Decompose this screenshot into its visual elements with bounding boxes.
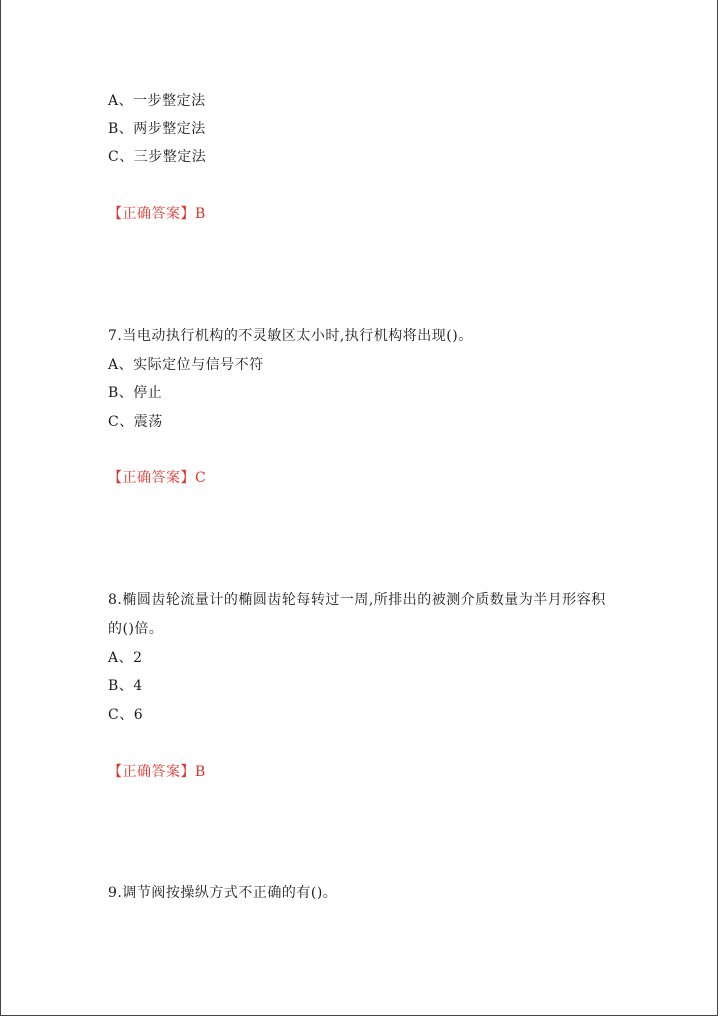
q7-answer: 【正确答案】C [108, 470, 207, 486]
q8-option-a: A、2 [108, 650, 143, 666]
q8-option-c: C、6 [108, 707, 144, 723]
q8-option-b: B、4 [108, 678, 143, 694]
q6-option-c: C、三步整定法 [108, 149, 207, 165]
q7-option-c: C、震荡 [108, 414, 163, 430]
q8-question-line2: 的()倍。 [108, 621, 164, 637]
q7-option-a: A、实际定位与信号不符 [108, 357, 264, 373]
q8-answer: 【正确答案】B [108, 764, 206, 780]
q7-option-b: B、停止 [108, 385, 163, 401]
q6-option-b: B、两步整定法 [108, 121, 206, 137]
q8-question-line1: 8.椭圆齿轮流量计的椭圆齿轮每转过一周,所排出的被测介质数量为半月形容积 [108, 592, 606, 608]
q9-question: 9.调节阀按操纵方式不正确的有()。 [108, 885, 338, 901]
q6-answer: 【正确答案】B [108, 206, 206, 222]
q6-option-a: A、一步整定法 [108, 93, 206, 109]
q7-question: 7.当电动执行机构的不灵敏区太小时,执行机构将出现()。 [108, 328, 473, 344]
